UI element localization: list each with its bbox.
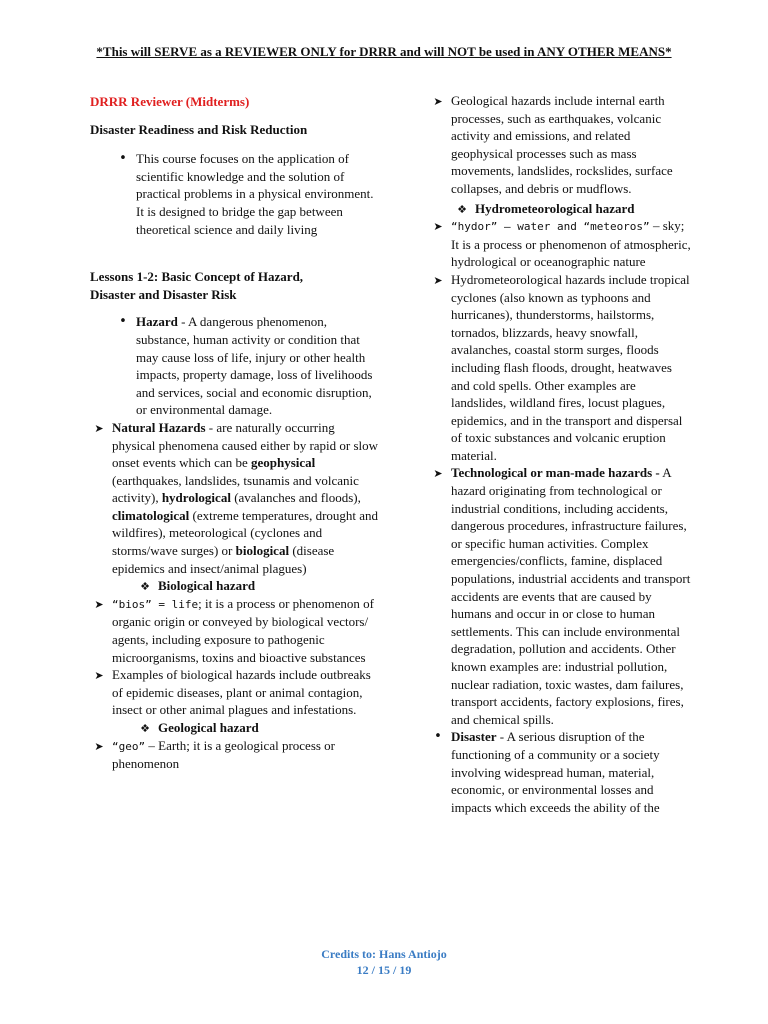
text-span: (earthquakes, landslides, tsunamis and volcanic activity),: [112, 472, 359, 506]
lesson-heading-line1: Lessons 1-2: Basic Concept of Hazard,: [90, 269, 304, 285]
climatological-term: climatological: [112, 507, 190, 523]
text-span: (avalanches and floods),: [230, 490, 361, 506]
hazard-text: [90, 313, 380, 419]
hydor-meteoros-words: “hydor” – water and “meteoros”: [451, 220, 650, 234]
bullet-dot-icon: •: [119, 314, 127, 330]
geo-word: “geo”: [112, 739, 146, 753]
hydor-definition-item: [429, 217, 691, 271]
arrow-bullet-icon: ➤: [94, 597, 104, 611]
bullet-dot-icon: •: [434, 729, 442, 745]
hazard-definition: - A dangerous phenomenon, substance, human activity or condition that may cause loss of life, injury or other health impacts, property damage, loss of livelihoods and services, social and economic disruption, or environmental damage.: [136, 314, 373, 418]
arrow-bullet-icon: ➤: [94, 421, 104, 435]
hydrometeorological-hazard-label: Hydrometeorological hazard: [475, 200, 635, 216]
disaster-definition: - A serious disruption of the functioning of a community or a society involving widespread human, material, economic, or environmental losses and impacts which exceeds the ability of the: [451, 729, 660, 815]
arrow-bullet-icon: ➤: [433, 220, 443, 234]
hydor-definition-text: [429, 217, 691, 271]
course-subtitle: Disaster Readiness and Risk Reduction: [90, 121, 308, 137]
credits-text: Credits to: Hans Antiojo: [321, 947, 447, 961]
bullet-dot-icon: •: [119, 151, 127, 167]
bios-definition-item: [90, 595, 380, 666]
hydrometeorological-hazard-heading: [429, 200, 691, 218]
lesson-heading-line2: Disaster and Disaster Risk: [90, 286, 237, 302]
biological-term: biological: [235, 543, 290, 559]
bios-definition: ; it is a process or phenomenon of organic origin or conveyed by biological vectors/ agents, including exposure to pathogenic microorganisms, toxins and bioactive substances: [112, 595, 374, 665]
geo-definition: – Earth; it is a geological process or phenomenon: [112, 737, 336, 772]
hazard-term: Hazard: [136, 314, 178, 330]
lesson-heading: [90, 268, 380, 303]
diamond-bullet-icon: ❖: [140, 722, 150, 735]
arrow-bullet-icon: ➤: [433, 95, 443, 108]
geo-definition-text: [90, 737, 380, 773]
bio-examples-item: [90, 666, 380, 719]
geo-definition-item: [90, 737, 380, 773]
arrow-bullet-icon: ➤: [433, 467, 443, 481]
natural-hazards-item: [90, 419, 380, 577]
document-title: DRRR Reviewer (Midterms): [90, 94, 250, 109]
hydro-examples-item: [429, 271, 691, 465]
page-footer: [0, 946, 768, 978]
disaster-text: [429, 728, 691, 816]
footer-date: 12 / 15 / 19: [356, 963, 412, 977]
right-column: [429, 92, 691, 816]
technological-hazards-item: [429, 464, 691, 728]
geo-examples-text: Geological hazards include internal earth processes, such as earthquakes, volcanic activity and emissions, and related geophysical processes such as mass movements, landslides, rockslides, surface collapses, and debris or mudflows.: [451, 93, 673, 196]
bios-word: “bios” = life: [112, 597, 199, 611]
disaster-bullet: [429, 728, 691, 816]
intro-bullet: [90, 150, 380, 238]
biological-hazard-label: Biological hazard: [158, 578, 256, 594]
hazard-bullet: [90, 313, 380, 419]
geo-examples-item: [429, 92, 691, 198]
natural-hazards-term: Natural Hazards: [112, 419, 206, 435]
text-span: - are naturally occurring physical phenomena caused either by rapid or slow onset events which can be: [112, 419, 379, 471]
technological-hazards-definition: A hazard originating from technological or industrial conditions, including accidents, dangerous procedures, infrastructure failures, or specific human activities. Complex emergencies/conflicts, famine, displaced populations, industrial accidents and transport accidents are events that are caused by humans and occur in or close to human settlements. This can include environmental degradation, pollution and accidents. Other known examples are: industrial pollution, nuclear radiation, toxic wastes, dam failures, transport accidents, factory explosions, fires, and chemical spills.: [451, 465, 691, 727]
natural-hazards-text: [90, 419, 380, 577]
arrow-bullet-icon: ➤: [433, 273, 443, 287]
hydrological-term: hydrological: [161, 490, 231, 506]
reviewer-notice: *This will SERVE as a REVIEWER ONLY for DRRR and will NOT be used in ANY OTHER MEANS*: [96, 44, 672, 59]
diamond-bullet-icon: ❖: [457, 202, 467, 216]
technological-hazards-text: [429, 464, 691, 728]
disaster-term: Disaster: [451, 729, 497, 745]
geophysical-term: geophysical: [250, 455, 316, 471]
text-span: (extreme temperatures, drought and wildfires), meteorological (cyclones and storms/wave surges) or: [112, 507, 379, 559]
technological-hazards-term: Technological or man-made hazards -: [451, 465, 660, 481]
bio-examples-text: Examples of biological hazards include outbreaks of epidemic diseases, plant or animal contagion, insect or other animal plagues and infestations.: [112, 667, 371, 718]
intro-text: This course focuses on the application of scientific knowledge and the solution of practical problems in a physical environment. It is designed to bridge the gap between theoretical science and daily living: [136, 151, 374, 237]
hydro-examples-text: Hydrometeorological hazards include tropical cyclones (also known as typhoons and hurricanes), thunderstorms, hailstorms, tornados, blizzards, heavy snowfall, avalanches, coastal storm surges, floods including flash floods, drought, heatwaves and cold spells. Other examples are landslides, wildland fires, locust plagues, epidemics, and in the transport and dispersal of toxic substances and volcanic eruption material.: [451, 271, 690, 463]
diamond-bullet-icon: ❖: [140, 580, 150, 594]
text-span: (disease epidemics and insect/animal plagues): [112, 543, 335, 576]
geological-hazard-heading: [90, 719, 380, 737]
biological-hazard-heading: [90, 577, 380, 595]
bios-definition-text: [90, 595, 380, 666]
left-column: [90, 93, 380, 773]
arrow-bullet-icon: ➤: [94, 739, 104, 753]
arrow-bullet-icon: ➤: [94, 669, 104, 683]
geological-hazard-label: Geological hazard: [158, 720, 259, 735]
hydor-definition: – sky; It is a process or phenomenon of atmospheric, hydrological or oceanographic nature: [451, 218, 691, 270]
